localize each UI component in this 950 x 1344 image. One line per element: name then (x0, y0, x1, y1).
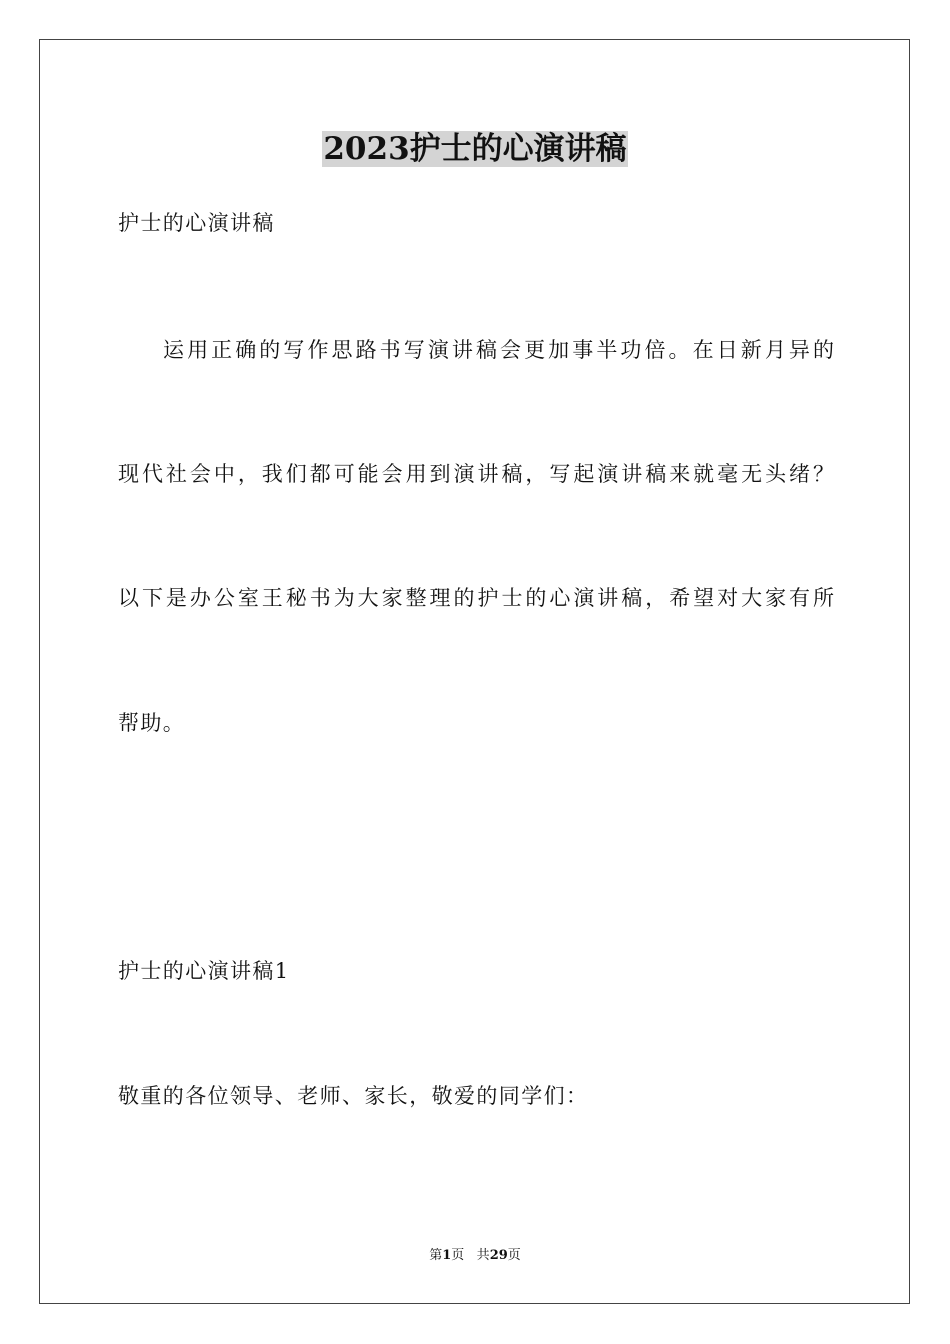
section-heading: 护士的心演讲稿1 (118, 959, 290, 983)
intro-line-4: 帮助。 (118, 711, 186, 735)
footer-page-suffix: 页 (451, 1248, 465, 1263)
intro-line-1: 运用正确的写作思路书写演讲稿会更加事半功倍。在日新月异的 (163, 338, 834, 362)
document-title (0, 127, 950, 171)
page-footer (0, 1247, 950, 1265)
footer-page-prefix: 第 (429, 1248, 443, 1263)
footer-total-pages: 29 (489, 1248, 508, 1263)
footer-total-prefix: 共 (476, 1248, 490, 1263)
salutation: 敬重的各位领导、老师、家长，敬爱的同学们： (118, 1084, 589, 1108)
footer-page-number: 1 (442, 1248, 452, 1263)
intro-line-2: 现代社会中，我们都可能会用到演讲稿，写起演讲稿来就毫无头绪？ (118, 462, 834, 486)
document-subtitle: 护士的心演讲稿 (118, 211, 275, 235)
footer-total-suffix: 页 (507, 1248, 521, 1263)
intro-line-3: 以下是办公室王秘书为大家整理的护士的心演讲稿，希望对大家有所 (118, 586, 834, 610)
document-title-text: 2023护士的心演讲稿 (323, 131, 627, 167)
